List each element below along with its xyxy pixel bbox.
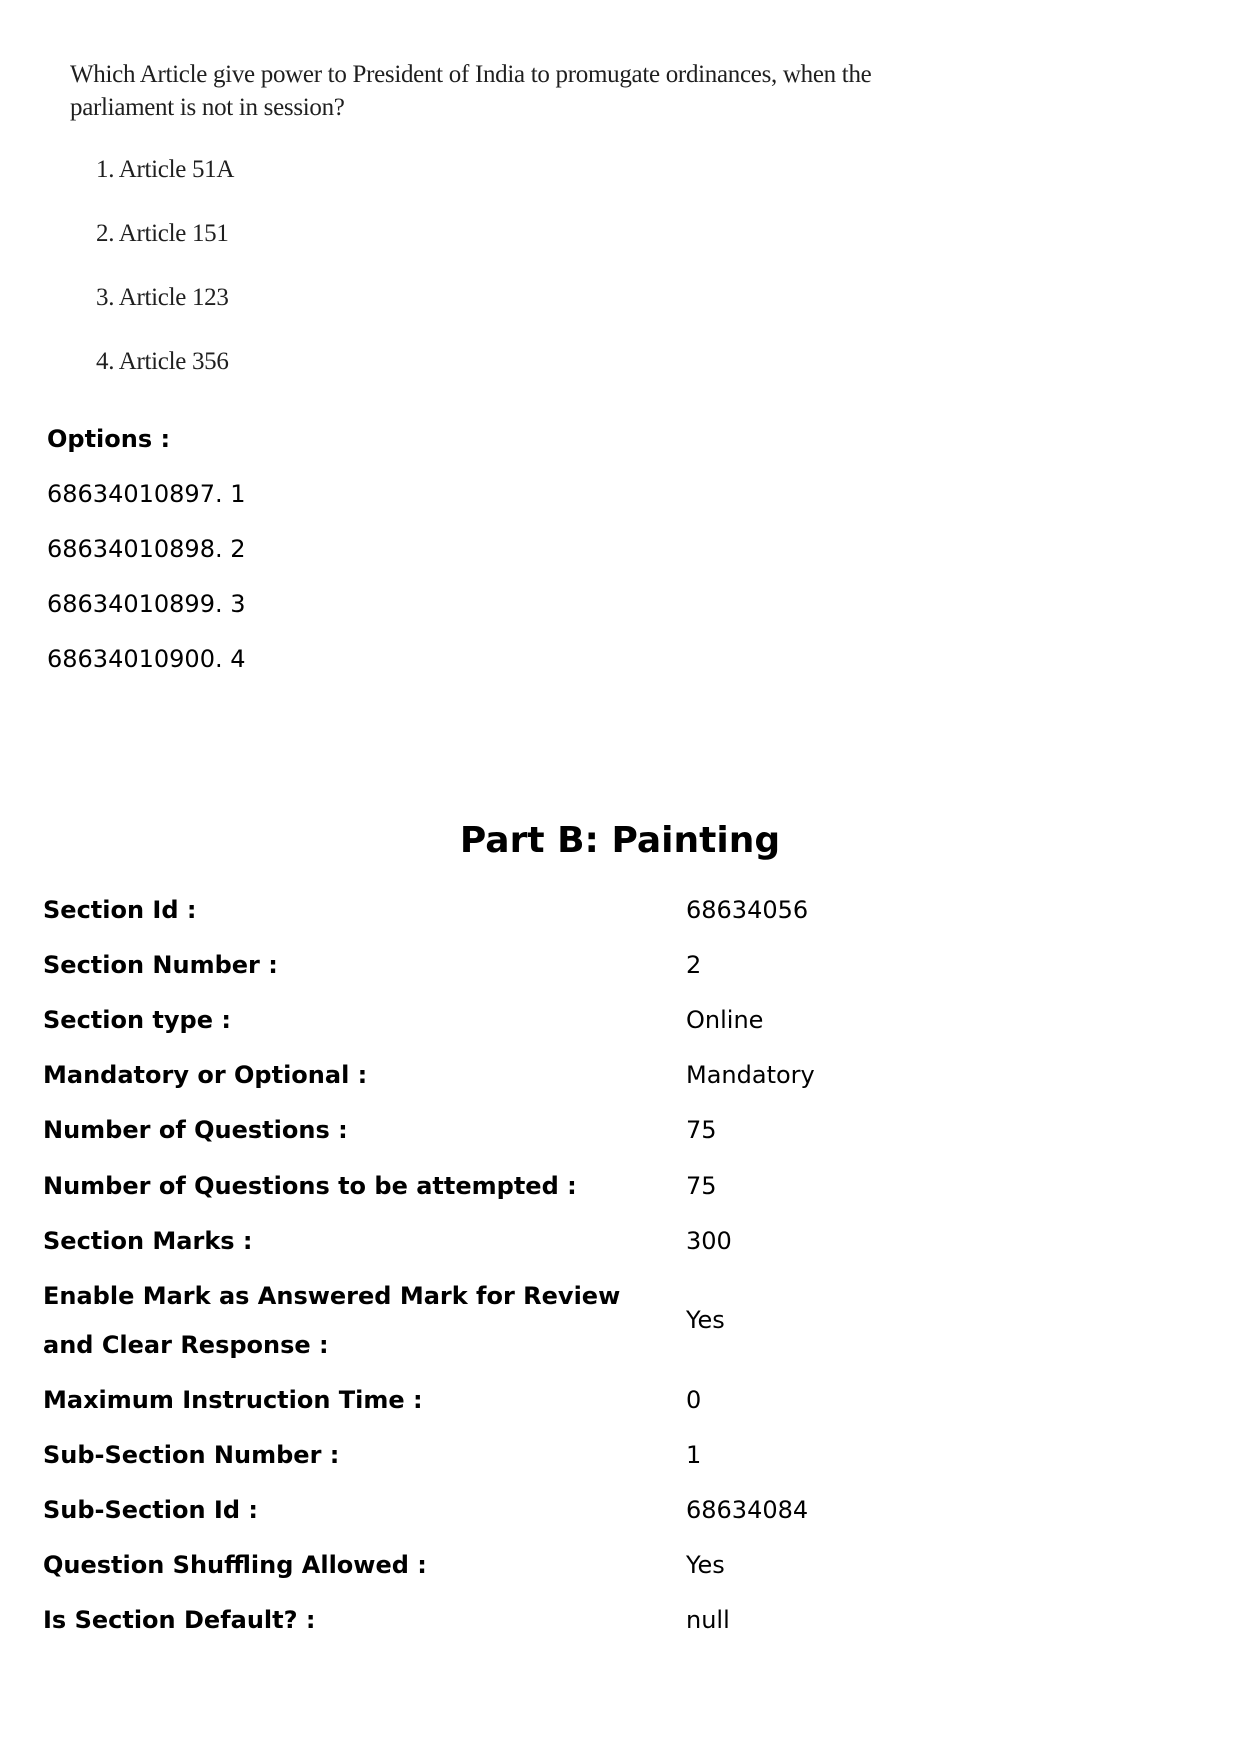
info-value: 75 (686, 1172, 717, 1200)
info-label: Section Number : (43, 951, 278, 979)
info-value: 2 (686, 951, 702, 979)
info-value: null (686, 1606, 730, 1634)
question-block (70, 58, 970, 375)
section-title: Part B: Painting (459, 820, 781, 861)
info-value: Online (686, 1006, 764, 1034)
info-label: Is Section Default? : (43, 1606, 316, 1634)
question-text: Which Article give power to President of India to promugate ordinances, when the parliament is not in session? (70, 61, 872, 121)
info-value: 1 (686, 1441, 702, 1469)
info-value: 68634056 (686, 896, 809, 924)
info-label: Enable Mark as Answered Mark for Review and Clear Response : (43, 1282, 621, 1359)
info-label: Section Marks : (43, 1227, 253, 1255)
info-value: Mandatory (686, 1061, 815, 1089)
info-value: 68634084 (686, 1496, 809, 1524)
info-value: Yes (686, 1306, 725, 1334)
info-label: Number of Questions : (43, 1116, 348, 1144)
option-item: 68634010900. 4 (47, 645, 246, 673)
info-label: Number of Questions to be attempted : (43, 1172, 577, 1200)
info-value: Yes (686, 1551, 725, 1579)
info-label: Sub-Section Number : (43, 1441, 340, 1469)
option-item: 68634010899. 3 (47, 590, 246, 618)
info-label: Mandatory or Optional : (43, 1061, 368, 1089)
info-value: 300 (686, 1227, 732, 1255)
question-choice: 4. Article 356 (96, 348, 229, 375)
info-label: Question Shuffling Allowed : (43, 1551, 427, 1579)
question-choice: 1. Article 51A (96, 156, 235, 183)
info-value: 0 (686, 1386, 702, 1414)
options-heading: Options : (47, 425, 171, 453)
option-item: 68634010898. 2 (47, 535, 246, 563)
info-label: Section Id : (43, 896, 197, 924)
info-label: Maximum Instruction Time : (43, 1386, 423, 1414)
option-item: 68634010897. 1 (47, 480, 246, 508)
question-choice: 3. Article 123 (96, 284, 229, 311)
info-value: 75 (686, 1116, 717, 1144)
question-choice: 2. Article 151 (96, 220, 229, 247)
section-info-row (43, 1272, 1203, 1370)
info-label: Sub-Section Id : (43, 1496, 258, 1524)
info-label: Section type : (43, 1006, 231, 1034)
